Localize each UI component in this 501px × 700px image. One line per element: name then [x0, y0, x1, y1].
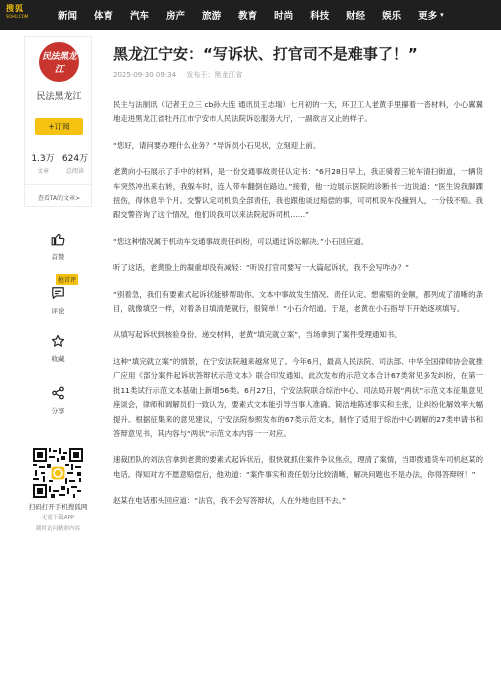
thumbs-up-icon: [51, 232, 65, 246]
nav-item-education[interactable]: 教育: [238, 11, 258, 22]
share-action[interactable]: [24, 386, 92, 415]
article-paragraph: 从填写起诉状到核验身份、递交材料，老黄“填完就立案”，当场拿到了案件受理通知书。: [113, 330, 402, 340]
comment-action[interactable]: [24, 277, 92, 315]
like-action[interactable]: [24, 232, 92, 261]
favorite-action[interactable]: [24, 334, 92, 363]
follow-button[interactable]: +订阅: [35, 118, 83, 135]
author-stats: [29, 151, 89, 175]
author-name[interactable]: 民法黑龙江: [36, 92, 82, 102]
qr-subtext-1: 无需下载APP: [41, 515, 75, 521]
article: [113, 44, 483, 521]
chevron-down-icon: ▾: [440, 11, 444, 19]
comment-icon: [51, 286, 65, 300]
nav-item-tech[interactable]: 科技: [310, 11, 330, 22]
article-paragraph: 赵某在电话那头回应道：“法官，我不会写答辩状，人在外地也回不去。”: [113, 496, 347, 506]
article-paragraph: “您好，请问要办理什么业务？”导诉员小石见状，立刻迎上前。: [113, 140, 321, 150]
star-icon: [51, 334, 65, 348]
stat-articles-label: 文章: [36, 168, 49, 175]
nav-item-entertainment[interactable]: 娱乐: [382, 11, 402, 22]
article-paragraph: “别着急，我们有要素式起诉状能够帮助你。文本中事故发生情况、责任认定、想索赔的金额，都列成了清晰的条目，就像填空一样，对着条目填清楚就行，很简单！”小石介绍道。于是，老黄在小石指导下开始逐项填写。: [113, 289, 483, 314]
nav-item-news[interactable]: 新闻: [58, 11, 78, 22]
nav-item-finance[interactable]: 财经: [346, 11, 366, 22]
author-card: [24, 36, 92, 207]
share-label: 分享: [51, 407, 65, 415]
nav-item-auto[interactable]: 汽车: [130, 11, 150, 22]
nav-item-fashion[interactable]: 时尚: [274, 11, 294, 22]
first-comment-badge: 抢首评: [56, 274, 78, 285]
favorite-label: 收藏: [51, 355, 65, 363]
qr-code[interactable]: [33, 448, 83, 498]
article-paragraph: “您这种情况属于机动车交通事故责任纠纷，可以通过诉讼解决。”小石回应道。: [113, 236, 369, 246]
nav-more-label: 更多: [418, 11, 438, 22]
share-icon: [51, 386, 65, 400]
qr-subtext-2: 随时访问精彩内容: [35, 526, 80, 532]
article-paragraph: 老黄向小石展示了手中的材料，是一份交通事故责任认定书：“6月28日早上，我正骑着三轮车清扫街道，一辆货车突然冲出来右转，我躲车时，连人带车翻倒在路边。”接着，他一边展示医院的诊断书一边说道：“医生说我脚踝扭伤，得休息半个月。交警认定司机负全部责任，我也跟他谈过赔偿的事，可司机说车没撞到人，一分钱不赔。我跟交警咨询了这个情况，他们说我可以来法院起诉司机……”: [113, 167, 483, 220]
qr-code-graphic: [33, 448, 83, 498]
article-meta: [113, 70, 483, 80]
stat-reads: [61, 151, 89, 175]
avatar[interactable]: [39, 42, 79, 82]
article-body: [113, 98, 483, 509]
article-paragraph: 民主与法制讯（记者王立三 cb孙大连 通讯员王志瑞）七月初的一天，环卫工人老黄手里攥着一沓材料，小心翼翼地走进黑龙江省牡丹江市宁安市人民法院诉讼服务大厅，一副欲言又止的样子。: [113, 100, 483, 124]
nav-more-button[interactable]: [418, 8, 444, 22]
publish-time: 2025-09-30 09:34: [113, 71, 177, 79]
publish-location: 发布于：黑龙江省: [186, 71, 243, 79]
stat-reads-label: 总阅读: [65, 168, 84, 175]
article-paragraph: 速裁团队的刘法官拿到老黄的要素式起诉状后，很快就抓住案件争议焦点，理清了案情，当即拨通货车司机赵某的电话。得知对方不愿意赔偿后，他劝道：“案件事实和责任划分比较清晰，解决问题也不是办法，你得答辩呀！”: [113, 455, 483, 479]
card-divider: [25, 184, 93, 185]
nav-item-sports[interactable]: 体育: [94, 11, 114, 22]
sohu-logo[interactable]: [6, 4, 28, 26]
left-sidebar: [24, 36, 92, 207]
logo-subtext: SOHU.COM: [6, 14, 29, 19]
article-paragraph: 听了这话，老黄脸上的凝重却没有减轻：“听说打官司要写一大篇起诉状，我不会写咋办？”: [113, 263, 409, 273]
qr-caption: 扫码打开手机搜狐网: [28, 503, 88, 511]
nav-menu: [58, 0, 444, 30]
qr-block: [24, 448, 92, 533]
nav-item-house[interactable]: 房产: [166, 11, 186, 22]
logo-text: 搜狐: [6, 4, 24, 13]
stat-articles: [29, 151, 57, 175]
like-label: 首赞: [51, 253, 65, 261]
article-title: 黑龙江宁安：“写诉状、打官司不是难事了！”: [113, 45, 418, 63]
stat-articles-value: 1.3万: [31, 154, 55, 164]
top-navigation-bar: [0, 0, 501, 30]
comment-label: 评论: [51, 307, 65, 315]
author-articles-link[interactable]: 查看TA的文章>: [37, 195, 81, 202]
stat-reads-value: 624万: [61, 154, 89, 164]
avatar-logo-text: 民法黑龙江: [41, 52, 76, 75]
article-paragraph: 这种“填完就立案”的情景，在宁安法院越来越常见了。今年6月，最高人民法院、司法部、中华全国律师协会就推广应用《部分案件起诉状答辩状示范文本》联合印发通知。此次发布的示范文本合计67类常见多发纠纷，在第一批11类试行示范文本基础上新增56类。6月27日，宁安法院联合综治中心、司法局开展“两状”示范文本征集意见座谈会，律师和调解员们一致认为，要素式文本能引导当事人准确、简洁地陈述事实和主张，让纠纷化解效率大幅提升。根据征集来的意见建议，宁安法院参照发布的67类示范文本，制作了适用于综治中心调解的27类申请书和答辩意见书，其内容与“两状”示范文本内容一一对应。: [113, 356, 483, 438]
nav-item-travel[interactable]: 旅游: [202, 11, 222, 22]
